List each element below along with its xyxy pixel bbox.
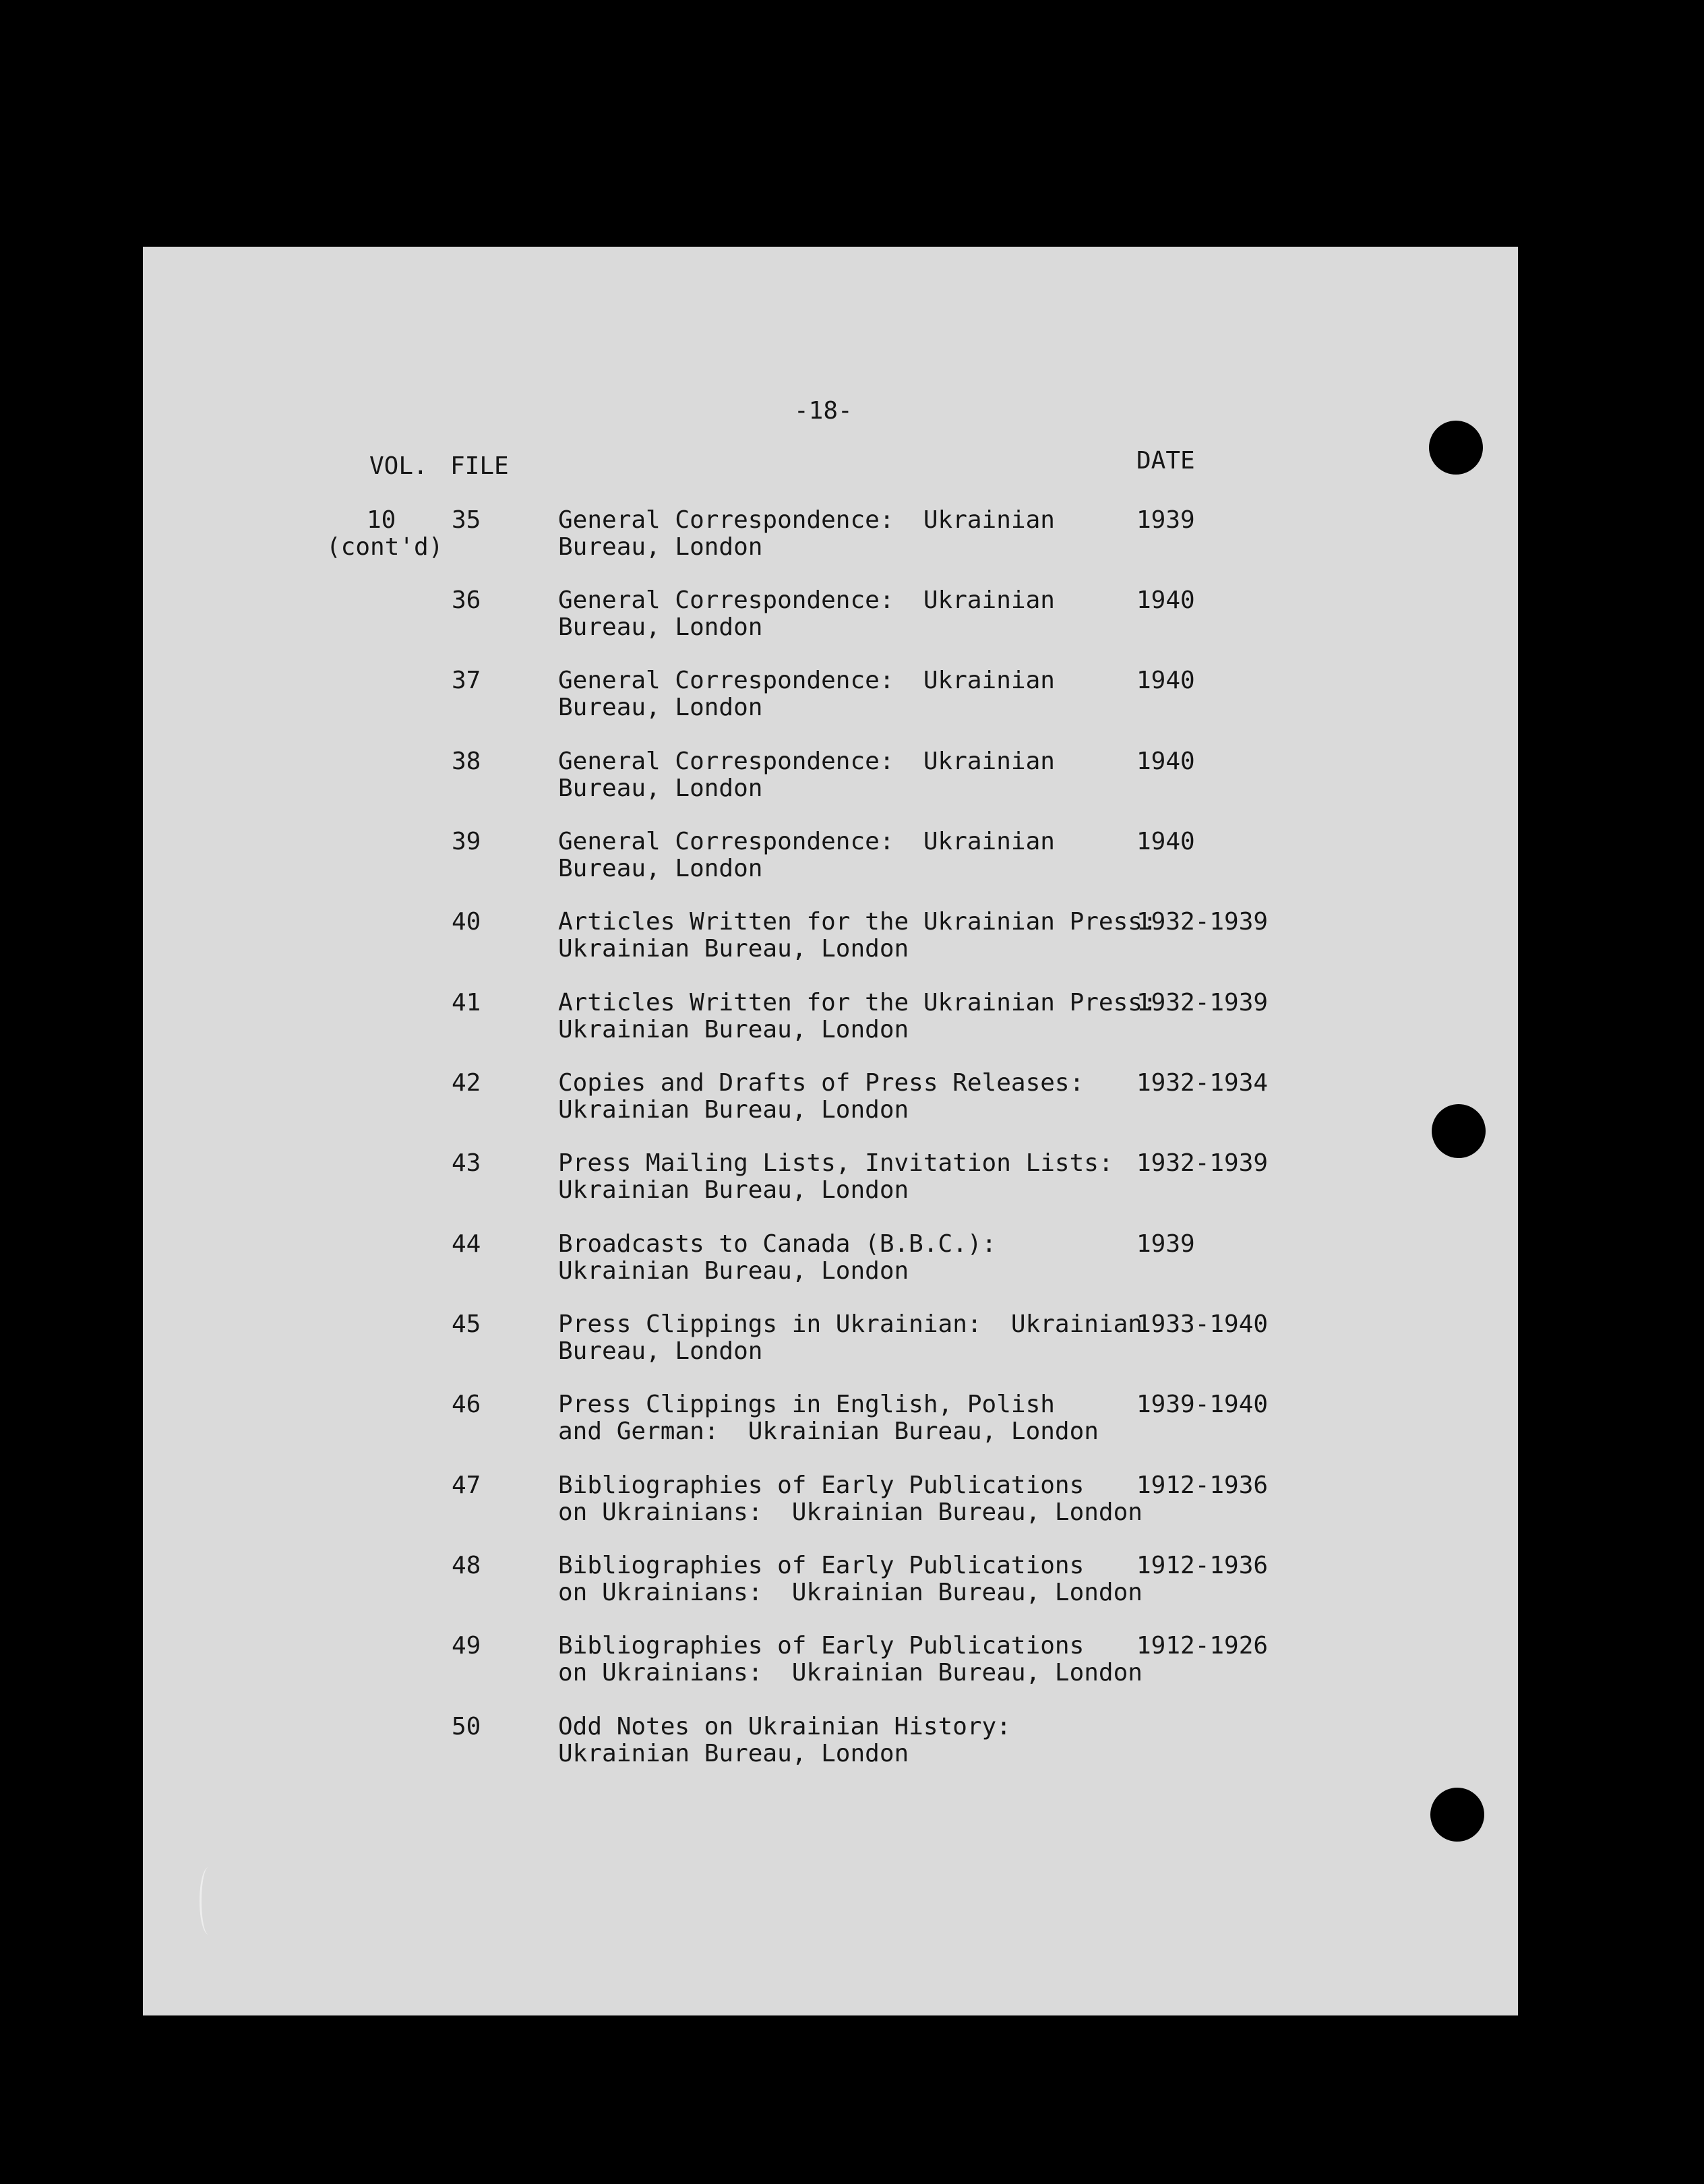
file-description	[558, 909, 1157, 963]
punch-hole-top	[1429, 421, 1483, 475]
file-description-line: Bureau, London	[558, 613, 763, 641]
file-description-line: Ukrainian Bureau, London	[558, 935, 909, 963]
column-header-vol: VOL.	[369, 452, 428, 480]
file-description-line: Ukrainian Bureau, London	[558, 1257, 909, 1285]
file-entry	[0, 1633, 1704, 1700]
file-entry	[0, 1552, 1704, 1620]
file-description-line: General Correspondence: Ukrainian	[558, 586, 1055, 614]
file-description	[558, 1231, 996, 1285]
file-number: 49	[452, 1632, 481, 1660]
file-entry	[0, 1231, 1704, 1298]
file-description-line: Bureau, London	[558, 694, 763, 721]
file-entry	[0, 909, 1704, 976]
file-description-line: Ukrainian Bureau, London	[558, 1016, 909, 1043]
file-description-line: Copies and Drafts of Press Releases:	[558, 1069, 1085, 1097]
file-description	[558, 1713, 1011, 1767]
file-number: 40	[452, 908, 481, 936]
file-date: 1932-1939	[1136, 1149, 1269, 1177]
file-description-line: Bureau, London	[558, 775, 763, 802]
file-number: 50	[452, 1713, 481, 1740]
file-description-line: Articles Written for the Ukrainian Press:	[558, 908, 1157, 936]
file-description	[558, 828, 1055, 882]
file-date: 1932-1939	[1136, 908, 1269, 936]
column-header-date: DATE	[1136, 447, 1195, 475]
file-date: 1940	[1136, 586, 1195, 614]
file-number: 38	[452, 748, 481, 775]
file-description-line: Bibliographies of Early Publications	[558, 1552, 1085, 1579]
file-entry	[0, 507, 1704, 574]
file-description-line: Press Clippings in Ukrainian: Ukrainian	[558, 1310, 1143, 1338]
file-description-line: on Ukrainians: Ukrainian Bureau, London	[558, 1579, 1143, 1606]
file-date: 1940	[1136, 748, 1195, 775]
file-number: 37	[452, 667, 481, 694]
file-description-line: Odd Notes on Ukrainian History:	[558, 1713, 1011, 1740]
file-description-line: Bibliographies of Early Publications	[558, 1632, 1085, 1660]
file-date: 1912-1936	[1136, 1552, 1269, 1579]
file-date: 1939	[1136, 1230, 1195, 1258]
file-date: 1939-1940	[1136, 1391, 1269, 1418]
file-date: 1939	[1136, 506, 1195, 534]
file-entry	[0, 1150, 1704, 1217]
file-description	[558, 1070, 1084, 1124]
file-description	[558, 1150, 1114, 1204]
file-description	[558, 1633, 1143, 1687]
file-description-line: Press Clippings in English, Polish	[558, 1391, 1055, 1418]
file-description-line: on Ukrainians: Ukrainian Bureau, London	[558, 1659, 1143, 1687]
file-number: 43	[452, 1149, 481, 1177]
file-date: 1933-1940	[1136, 1310, 1269, 1338]
file-description-line: Bureau, London	[558, 533, 763, 561]
file-date: 1940	[1136, 667, 1195, 694]
file-description	[558, 990, 1157, 1043]
file-entry	[0, 1472, 1704, 1540]
file-entry	[0, 1070, 1704, 1137]
file-description	[558, 748, 1055, 802]
file-description-line: Bureau, London	[558, 855, 763, 882]
file-description-line: Ukrainian Bureau, London	[558, 1176, 909, 1204]
file-number: 44	[452, 1230, 481, 1258]
margin-mark	[200, 1867, 218, 1935]
file-description	[558, 1311, 1143, 1365]
column-header-file: FILE	[450, 452, 509, 480]
file-entry	[0, 748, 1704, 816]
file-description-line: Ukrainian Bureau, London	[558, 1096, 909, 1124]
file-description	[558, 1391, 1099, 1445]
page-number: -18-	[794, 397, 853, 425]
file-description-line: Ukrainian Bureau, London	[558, 1740, 909, 1767]
file-description	[558, 587, 1055, 641]
file-entry	[0, 667, 1704, 735]
file-number: 41	[452, 989, 481, 1017]
file-entry	[0, 828, 1704, 896]
file-number: 36	[452, 586, 481, 614]
file-description-line: and German: Ukrainian Bureau, London	[558, 1418, 1099, 1445]
file-description	[558, 1472, 1143, 1526]
file-number: 35	[452, 506, 481, 534]
file-date: 1932-1939	[1136, 989, 1269, 1017]
file-description-line: General Correspondence: Ukrainian	[558, 748, 1055, 775]
file-entry	[0, 587, 1704, 655]
file-number: 46	[452, 1391, 481, 1418]
file-number: 47	[452, 1472, 481, 1499]
file-description-line: Broadcasts to Canada (B.B.C.):	[558, 1230, 997, 1258]
file-entry	[0, 1311, 1704, 1378]
file-date: 1940	[1136, 828, 1195, 855]
file-number: 48	[452, 1552, 481, 1579]
file-description	[558, 1552, 1143, 1606]
file-description-line: Bureau, London	[558, 1337, 763, 1365]
file-date: 1912-1926	[1136, 1632, 1269, 1660]
file-description-line: General Correspondence: Ukrainian	[558, 667, 1055, 694]
file-description-line: on Ukrainians: Ukrainian Bureau, London	[558, 1498, 1143, 1526]
file-date: 1912-1936	[1136, 1472, 1269, 1499]
file-description	[558, 667, 1055, 721]
volume-number: 10	[367, 506, 396, 534]
file-entry	[0, 1391, 1704, 1459]
file-description-line: General Correspondence: Ukrainian	[558, 828, 1055, 855]
file-description-line: Press Mailing Lists, Invitation Lists:	[558, 1149, 1114, 1177]
file-number: 45	[452, 1310, 481, 1338]
punch-hole-bottom	[1430, 1788, 1484, 1842]
file-number: 39	[452, 828, 481, 855]
file-description-line: General Correspondence: Ukrainian	[558, 506, 1055, 534]
file-description-line: Bibliographies of Early Publications	[558, 1472, 1085, 1499]
file-entry	[0, 990, 1704, 1057]
file-date: 1932-1934	[1136, 1069, 1269, 1097]
file-description-line: Articles Written for the Ukrainian Press:	[558, 989, 1157, 1017]
file-number: 42	[452, 1069, 481, 1097]
file-entry	[0, 1713, 1704, 1781]
volume-note: (cont'd)	[326, 533, 444, 561]
file-description	[558, 507, 1055, 561]
